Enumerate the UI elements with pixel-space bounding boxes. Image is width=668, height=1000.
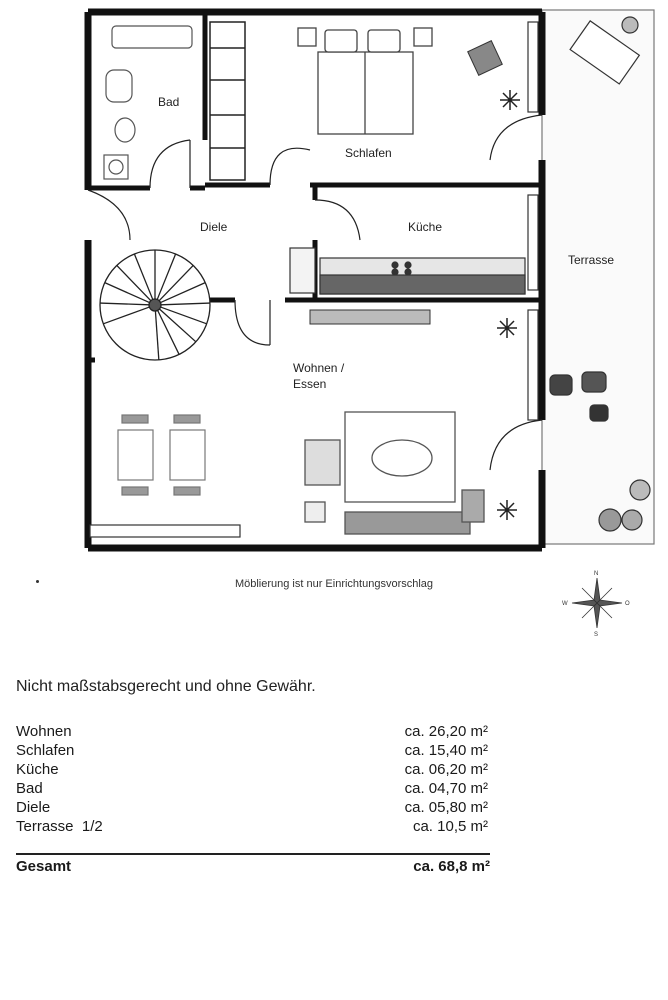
compass-north: N (594, 571, 599, 577)
total-divider (16, 853, 490, 855)
compass-rose (562, 568, 632, 638)
dining-table-set (118, 415, 205, 495)
total-value: ca. 68,8 m² (413, 858, 490, 875)
area-name: Wohnen (16, 723, 72, 740)
wardrobe (210, 22, 245, 180)
room-label-schlafen: Schlafen (345, 146, 392, 160)
room-label-wohnen: Wohnen / (293, 361, 345, 375)
living-room-furniture (305, 412, 484, 534)
area-row-terrasse (16, 817, 490, 836)
area-value: ca. 26,20 m² (404, 723, 488, 740)
plants (497, 90, 520, 520)
room-label-kueche: Küche (408, 220, 443, 234)
area-row-bad (16, 779, 490, 798)
area-row-diele (16, 798, 490, 817)
area-name: Bad (16, 780, 43, 797)
total-row (16, 858, 490, 875)
room-label-terrasse: Terrasse (568, 253, 615, 267)
area-name: Terrasse 1/2 (16, 818, 103, 835)
compass-south: S (594, 632, 599, 638)
disclaimer: Nicht maßstabsgerecht und ohne Gewähr. (16, 678, 316, 695)
area-value: ca. 15,40 m² (404, 742, 488, 759)
kitchen-counter (290, 248, 525, 294)
area-name: Küche (16, 761, 59, 778)
armchair (468, 41, 503, 76)
double-bed (298, 28, 432, 134)
area-row-kueche (16, 760, 490, 779)
spiral-staircase (100, 250, 210, 360)
area-list (16, 722, 490, 836)
furniture-note: Möblierung ist nur Einrichtungsvorschlag (234, 578, 434, 590)
terrace-area (542, 10, 654, 544)
sideboard (310, 310, 430, 324)
area-value: ca. 10,5 m² (412, 818, 488, 835)
area-value: ca. 04,70 m² (404, 780, 488, 797)
room-label-diele: Diele (200, 220, 228, 234)
room-label-bad: Bad (158, 95, 180, 109)
area-row-wohnen (16, 722, 490, 741)
compass-west: W (562, 601, 568, 607)
area-value: ca. 05,80 m² (404, 799, 488, 816)
area-name: Schlafen (16, 742, 75, 759)
room-label-essen: Essen (293, 377, 327, 391)
compass-east: O (625, 601, 630, 607)
area-value: ca. 06,20 m² (404, 761, 488, 778)
area-name: Diele (16, 799, 51, 816)
area-row-schlafen (16, 741, 490, 760)
total-label: Gesamt (16, 858, 72, 875)
